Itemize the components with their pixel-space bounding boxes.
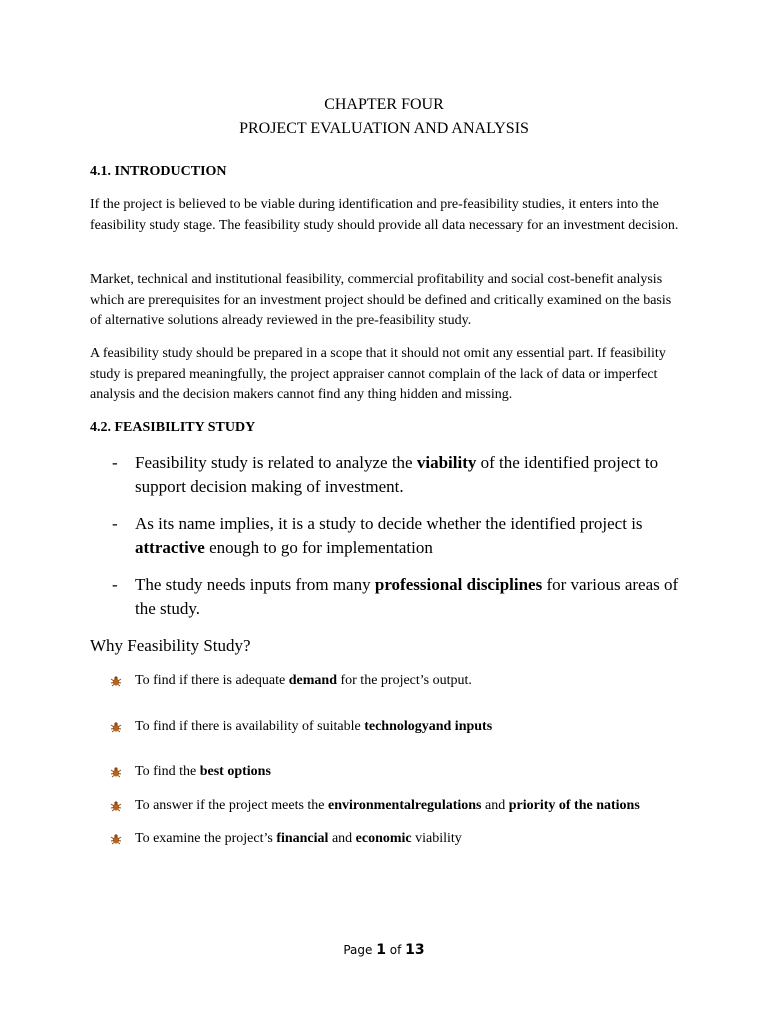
- page-current: 1: [376, 942, 386, 958]
- list-item: - The study needs inputs from many professional disciplines for various areas of the study.: [112, 575, 679, 618]
- list-item: To examine the project’s financial and economic viability: [90, 829, 690, 850]
- bug-bullet-icon: [110, 721, 122, 733]
- emphasis: priority of the nations: [508, 797, 640, 813]
- section-heading-feasibility-study: 4.2. FEASIBILITY STUDY: [90, 420, 256, 435]
- emphasis: economic: [355, 831, 412, 846]
- emphasis: technologyand inputs: [364, 718, 493, 734]
- paragraph: If the project is believed to be viable during identification and pre-feasibility studies, it enters into the feasibility study stage. The feasibility study should provide all data necessary for an investment decision.: [90, 197, 679, 233]
- section-heading-introduction: 4.1. INTRODUCTION: [90, 164, 227, 179]
- list-item: - As its name implies, it is a study to decide whether the identified project is attractive enough to go for implementation: [112, 514, 643, 557]
- list-item: To find the best options: [90, 762, 690, 783]
- emphasis: financial: [276, 831, 329, 846]
- dash-bullet: -: [112, 575, 118, 594]
- paragraph: Market, technical and institutional feasibility, commercial profitability and social cost-benefit analysis which are prerequisites for an investment project should be defined and critically examined on the basis of alternative solutions already reviewed in the pre-feasibility study.: [90, 272, 672, 328]
- emphasis: attractive: [135, 538, 205, 557]
- dash-bullet: -: [112, 514, 118, 533]
- emphasis: best options: [199, 764, 271, 779]
- emphasis: professional disciplines: [374, 575, 543, 594]
- dash-bullet: -: [112, 453, 118, 472]
- chapter-title-block: [0, 93, 768, 141]
- list-item: - Feasibility study is related to analyze the viability of the identified project to support decision making of investment.: [112, 453, 659, 496]
- bug-bullet-icon: [110, 675, 122, 687]
- bug-bullet-icon: [110, 800, 122, 812]
- list-item: To find if there is availability of suitable technologyand inputs: [90, 717, 690, 738]
- why-bullet-list: [90, 671, 690, 850]
- list-item: To find if there is adequate demand for the project’s output.: [90, 671, 690, 692]
- feasibility-bullet-list: [90, 451, 690, 634]
- page-footer: Page 1 of 13: [343, 942, 425, 958]
- paragraph: A feasibility study should be prepared in a scope that it should not omit any essential part. If feasibility study is prepared meaningfully, the project appraiser cannot complain of the lack of data or imperfect analysis and the decision makers cannot find any thing hidden and missing.: [90, 346, 666, 402]
- why-feasibility-heading: Why Feasibility Study?: [90, 636, 251, 655]
- emphasis: demand: [288, 673, 337, 688]
- emphasis: viability: [416, 453, 477, 472]
- chapter-subtitle: PROJECT EVALUATION AND ANALYSIS: [239, 120, 529, 137]
- emphasis: environmentalregulations: [328, 797, 482, 813]
- list-item: To answer if the project meets the environmentalregulations and priority of the nations: [90, 796, 690, 817]
- bug-bullet-icon: [110, 766, 122, 778]
- bug-bullet-icon: [110, 833, 122, 845]
- chapter-title: CHAPTER FOUR: [324, 96, 444, 113]
- page-total: 13: [405, 942, 425, 958]
